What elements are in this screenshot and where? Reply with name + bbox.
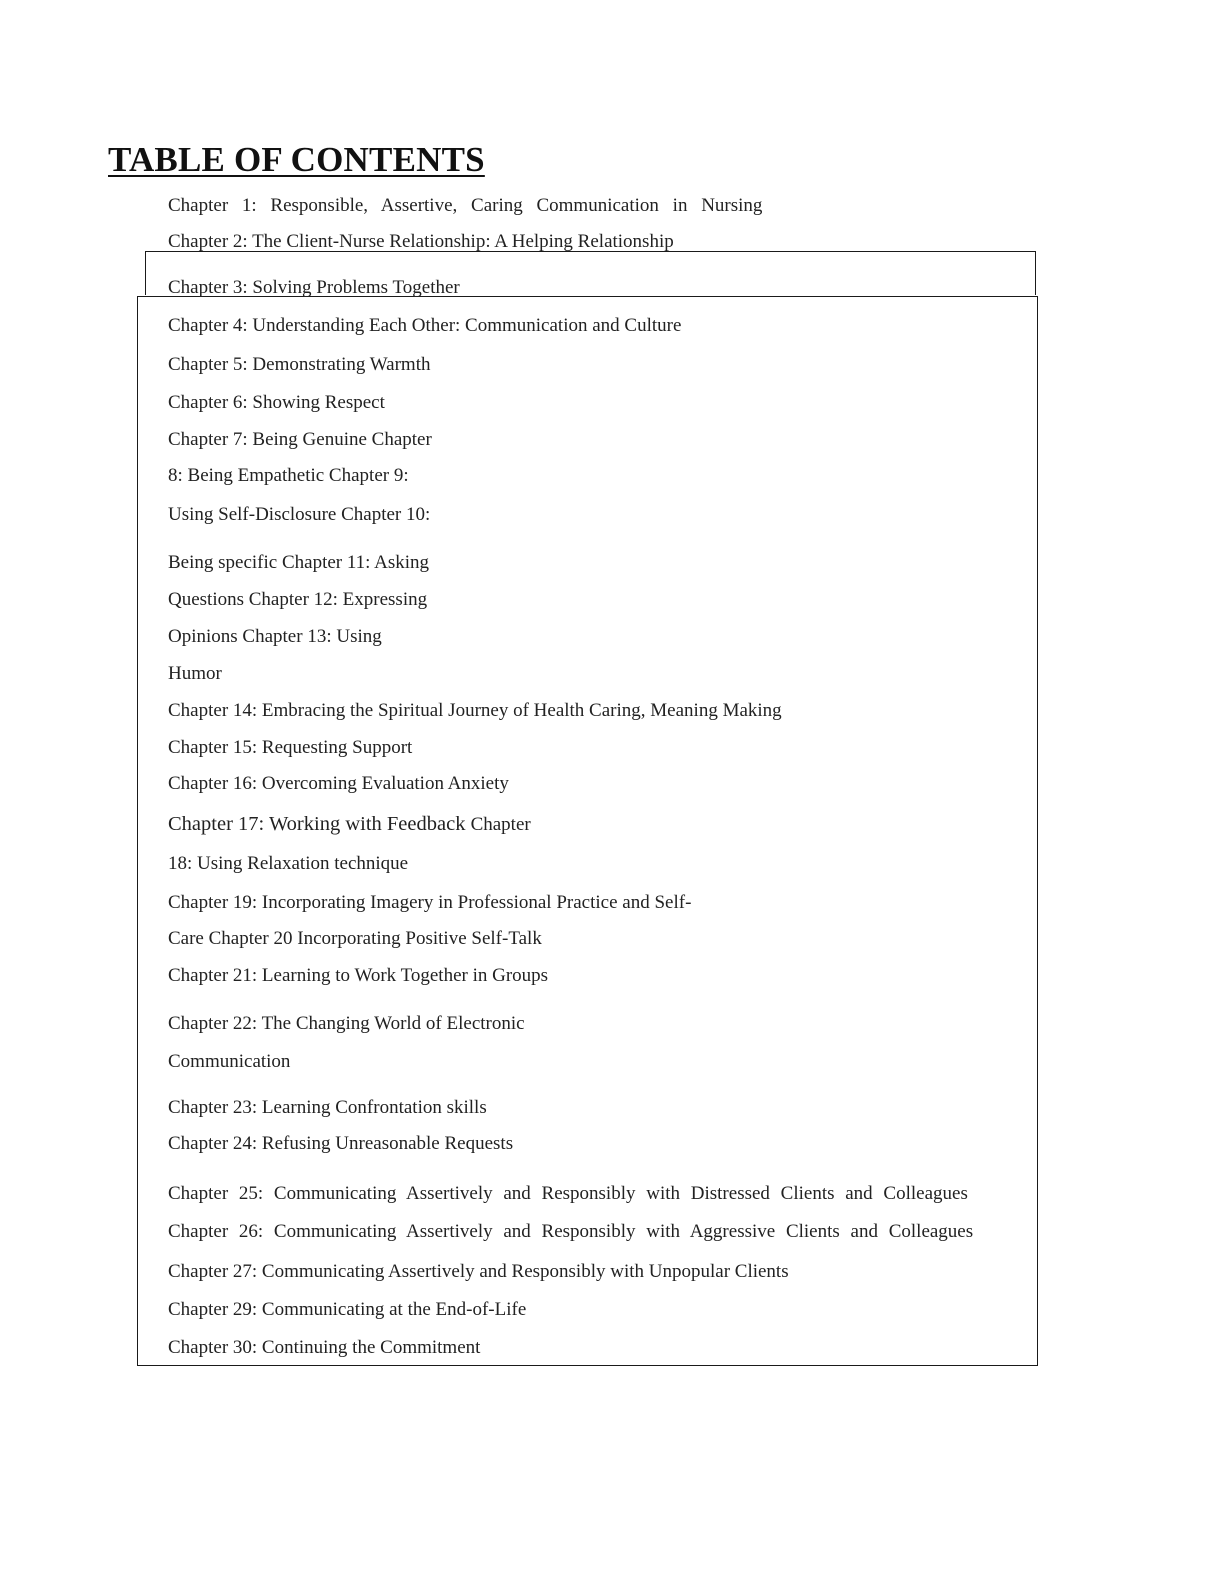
toc-entry-chapter-8: 8: Being Empathetic Chapter 9: [168,465,409,486]
toc-entry-chapter-29: Chapter 29: Communicating at the End-of-Life [168,1299,527,1320]
toc-entry-chapter-17 [168,812,531,837]
toc-entry-chapter-17-tail: Chapter [470,814,531,835]
page-title: TABLE OF CONTENTS [108,140,485,179]
toc-entry-chapter-14: Chapter 14: Embracing the Spiritual Journey of Health Caring, Meaning Making [168,700,782,721]
toc-entry-chapter-22: Chapter 22: The Changing World of Electronic [168,1013,525,1034]
toc-entry-chapter-7: Chapter 7: Being Genuine Chapter [168,429,432,450]
toc-entry-chapter-24: Chapter 24: Refusing Unreasonable Requests [168,1133,514,1154]
toc-entry-chapter-3: Chapter 3: Solving Problems Together [168,277,460,298]
toc-entry-chapter-12: Opinions Chapter 13: Using [168,626,382,647]
toc-entry-chapter-11: Questions Chapter 12: Expressing [168,589,428,610]
toc-entry-chapter-19: Chapter 19: Incorporating Imagery in Professional Practice and Self- [168,892,692,913]
toc-entry-chapter-20: Care Chapter 20 Incorporating Positive Self-Talk [168,928,542,949]
toc-entry-chapter-2: Chapter 2: The Client-Nurse Relationship: A Helping Relationship [168,231,674,252]
toc-entry-chapter-26: Chapter 26: Communicating Assertively and Responsibly with Aggressive Clients and Colleagues [168,1221,974,1242]
toc-entry-chapter-13: Humor [168,663,222,684]
toc-entry-chapter-15: Chapter 15: Requesting Support [168,737,413,758]
toc-entry-chapter-1: Chapter 1: Responsible, Assertive, Caring Communication in Nursing [168,195,763,216]
toc-entry-chapter-10: Being specific Chapter 11: Asking [168,552,430,573]
toc-entry-chapter-25: Chapter 25: Communicating Assertively and Responsibly with Distressed Clients and Colleagues [168,1183,968,1204]
toc-entry-chapter-18: 18: Using Relaxation technique [168,853,409,874]
toc-entry-chapter-22-continued: Communication [168,1051,291,1072]
toc-entry-chapter-17-text: Chapter 17: Working with Feedback [168,813,466,835]
toc-entry-chapter-21: Chapter 21: Learning to Work Together in Groups [168,965,549,986]
toc-entry-chapter-4: Chapter 4: Understanding Each Other: Communication and Culture [168,315,682,336]
toc-entry-chapter-6: Chapter 6: Showing Respect [168,392,385,413]
toc-entry-chapter-16: Chapter 16: Overcoming Evaluation Anxiety [168,773,509,794]
toc-entry-chapter-30: Chapter 30: Continuing the Commitment [168,1337,481,1358]
toc-entry-chapter-9: Using Self-Disclosure Chapter 10: [168,504,431,525]
toc-entry-chapter-27: Chapter 27: Communicating Assertively and Responsibly with Unpopular Clients [168,1261,789,1282]
toc-entry-chapter-23: Chapter 23: Learning Confrontation skills [168,1097,487,1118]
toc-entry-chapter-5: Chapter 5: Demonstrating Warmth [168,354,431,375]
